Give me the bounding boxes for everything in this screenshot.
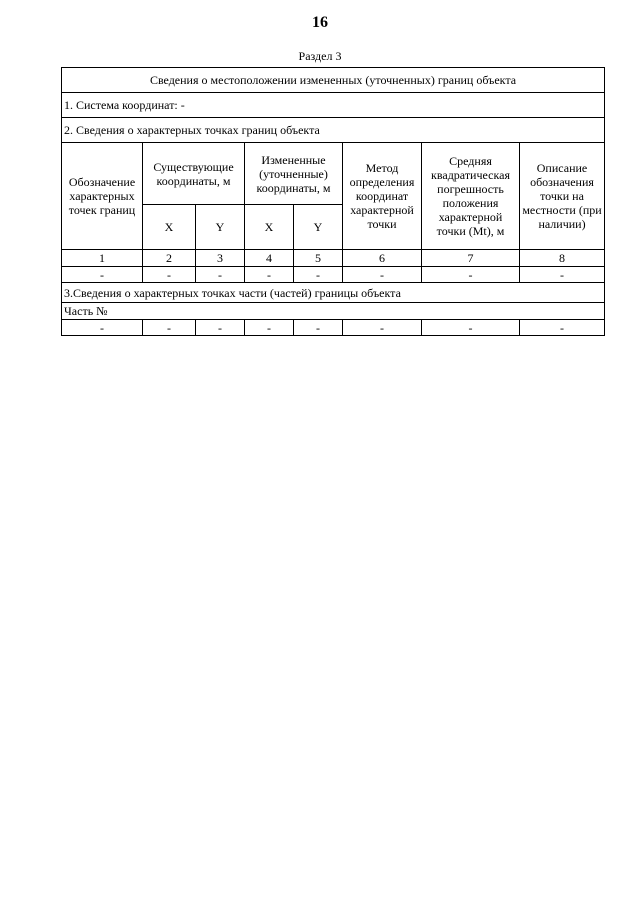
column-number: 1 (62, 250, 143, 267)
col-header-changed-coords: Измененные (уточненные) координаты, м (245, 143, 343, 205)
col-header-changed-x: X (245, 205, 294, 250)
table-cell: - (143, 267, 196, 283)
column-number: 6 (343, 250, 422, 267)
coord-system-row: 1. Система координат: - (62, 93, 605, 118)
col-header-existing-x: X (143, 205, 196, 250)
column-number: 2 (143, 250, 196, 267)
table-cell: - (245, 320, 294, 336)
part-number-label: Часть № (62, 303, 605, 320)
col-header-description: Описание обозначения точки на местности (при наличии) (520, 143, 605, 250)
col-header-existing-y: Y (196, 205, 245, 250)
points-section-header: 2. Сведения о характерных точках границ объекта (62, 118, 605, 143)
table-title: Сведения о местоположении измененных (уточненных) границ объекта (62, 68, 605, 93)
column-number: 4 (245, 250, 294, 267)
page-number: 16 (312, 14, 328, 31)
column-number: 3 (196, 250, 245, 267)
table-cell: - (520, 267, 605, 283)
table-row (62, 267, 605, 283)
table-cell: - (196, 267, 245, 283)
table-cell: - (343, 320, 422, 336)
col-header-existing-coords: Существующие координаты, м (143, 143, 245, 205)
boundary-points-table (61, 67, 605, 336)
table-cell: - (520, 320, 605, 336)
col-header-error: Средняя квадратическая погрешность положения характерной точки (Mt), м (422, 143, 520, 250)
part-points-section-header: 3.Сведения о характерных точках части (частей) границы объекта (62, 283, 605, 303)
table-cell: - (245, 267, 294, 283)
table-row (62, 320, 605, 336)
column-number: 8 (520, 250, 605, 267)
col-header-designation: Обозначение характерных точек границ (62, 143, 143, 250)
section-label: Раздел 3 (298, 49, 342, 63)
table-cell: - (62, 320, 143, 336)
column-number-row (62, 250, 605, 267)
table-cell: - (294, 267, 343, 283)
table-cell: - (143, 320, 196, 336)
column-number: 5 (294, 250, 343, 267)
table-cell: - (62, 267, 143, 283)
col-header-method: Метод определения координат характерной точки (343, 143, 422, 250)
column-number: 7 (422, 250, 520, 267)
col-header-changed-y: Y (294, 205, 343, 250)
table-cell: - (196, 320, 245, 336)
table-cell: - (343, 267, 422, 283)
table-cell: - (422, 320, 520, 336)
table-cell: - (422, 267, 520, 283)
table-cell: - (294, 320, 343, 336)
